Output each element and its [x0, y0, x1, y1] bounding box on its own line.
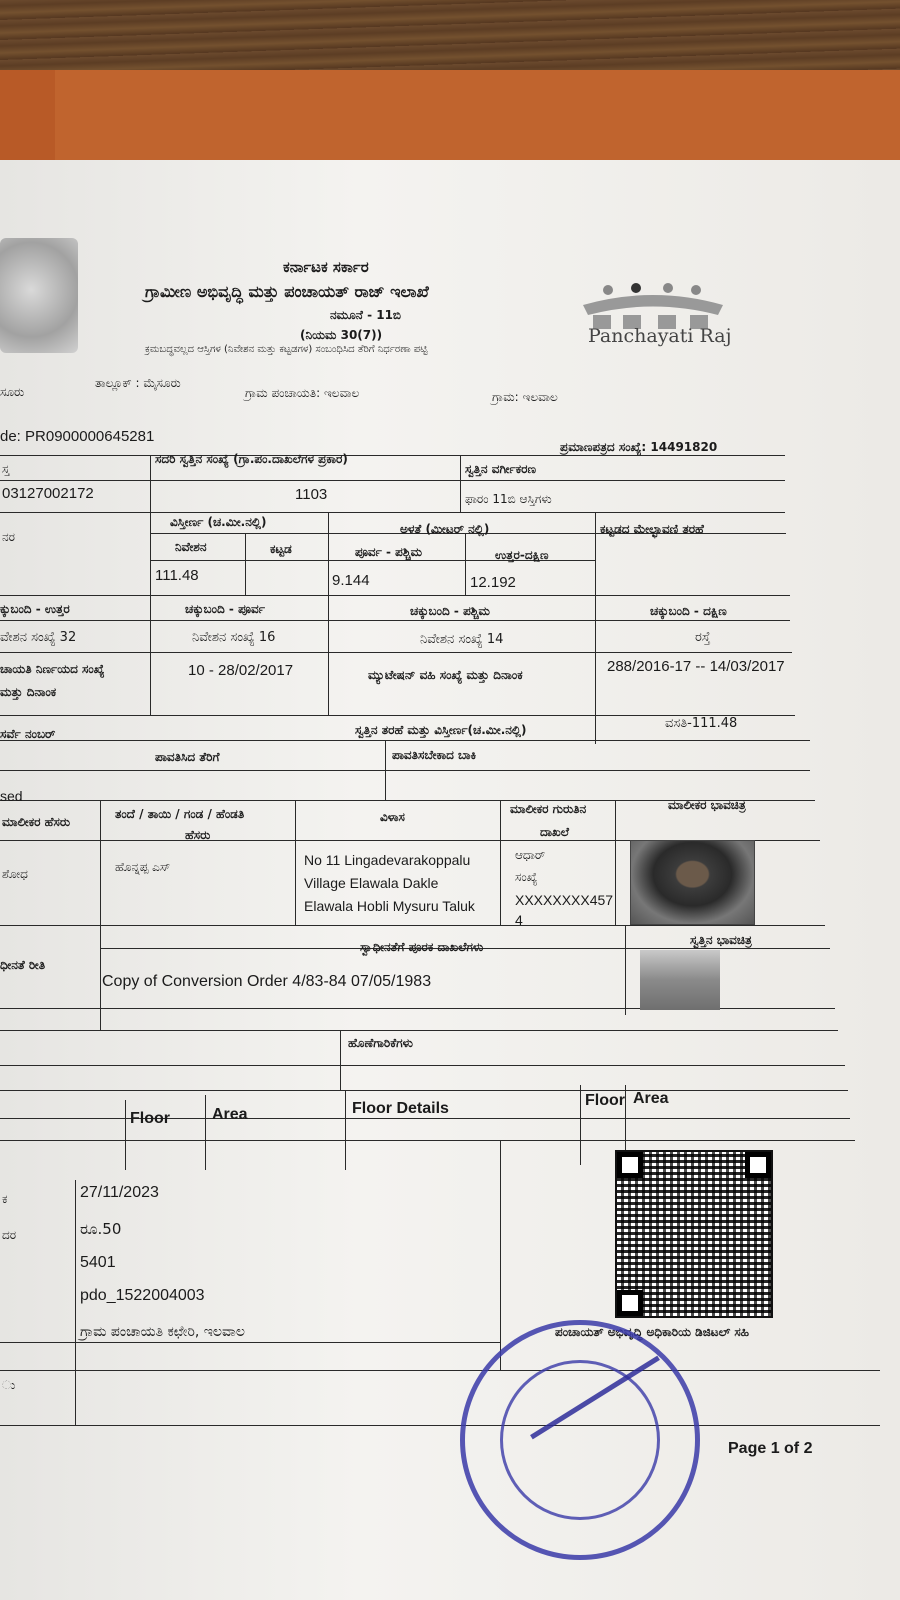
property-type-value: ವಸತಿ-111.48 — [665, 716, 738, 731]
mutation-value: 288/2016-17 -- 14/03/2017 — [607, 658, 785, 675]
code-value: 5401 — [80, 1254, 116, 1271]
label-liabilities: ಹೊಣೆಗಾರಿಕೆಗಳು — [348, 1036, 413, 1050]
form-11b-document — [0, 230, 900, 1600]
label-address: ವಿಳಾಸ — [380, 810, 405, 824]
boundary-north-value: ವೇಶನ ಸಂಖ್ಯೆ 32 — [0, 630, 77, 645]
certificate-number: ಪ್ರಮಾಣಪತ್ರದ ಸಂಖ್ಯೆ: 14491820 — [560, 440, 718, 454]
qr-finder-top-right — [745, 1152, 771, 1178]
label-area: ವಿಸ್ತೀರ್ಣ (ಚ.ಮೀ.ನಲ್ಲಿ) — [170, 515, 267, 529]
label-roof-type: ಕಟ್ಟಡದ ಮೇಲ್ಛಾವಣಿ ತರಹೆ — [600, 522, 704, 536]
rule-number: (ನಿಯಮ 30(7)) — [300, 328, 383, 342]
label-north-south: ಉತ್ತರ-ದಕ್ಷಿಣ — [495, 548, 549, 562]
footer-label-2: ದರ — [2, 1228, 17, 1242]
label-ownership-docs: ಸ್ವಾಧೀನತೆಗೆ ಪೂರಕ ದಾಖಲೆಗಳು — [360, 940, 484, 954]
form-subtitle: ಕ್ರಮಬದ್ಧವಲ್ಲದ ಆಸ್ತಿಗಳ (ನಿವೇಶನ ಮತ್ತು ಕಟ್ಟಡಗಳ) ಸಂಬಂಧಿಸಿದ ತೆರಿಗೆ ನಿರ್ಧರಣಾ ಪಟ್ಟಿ — [145, 344, 428, 355]
page-number: Page 1 of 2 — [728, 1440, 813, 1457]
issue-date: 27/11/2023 — [80, 1184, 159, 1201]
label-boundary-east: ಚಕ್ಕುಬಂದಿ - ಪೂರ್ವ — [185, 602, 265, 616]
label-classification: ಸ್ವತ್ತಿನ ವರ್ಗೀಕರಣ — [465, 462, 536, 476]
label-tax-due: ಪಾವತಿಸಬೇಕಾದ ಬಾಕಿ — [392, 748, 477, 762]
label-tax-paid: ಪಾವತಿಸಿದ ತೆರಿಗೆ — [155, 750, 220, 764]
karnataka-emblem-icon — [0, 238, 78, 353]
boundary-east-value: ನಿವೇಶನ ಸಂಖ್ಯೆ 16 — [192, 630, 276, 645]
label-property-type: ಸ್ವತ್ತಿನ ತರಹೆ ಮತ್ತು ವಿಸ್ತೀರ್ಣ(ಚ.ಮೀ.ನಲ್ಲಿ) — [355, 723, 527, 737]
area-header: Area — [212, 1106, 248, 1123]
floor-details-header: Floor Details — [352, 1100, 449, 1117]
footer-label-1: ಕ — [2, 1192, 8, 1206]
fee-value: ರೂ.50 — [80, 1220, 122, 1238]
label-mutation: ಮ್ಯುಟೇಷನ್ ವಹಿ ಸಂಖ್ಯೆ ಮತ್ತು ದಿನಾಂಕ — [368, 668, 523, 682]
floor-header: Floor — [130, 1110, 170, 1127]
label-measurement: ಅಳತೆ (ಮೀಟರ್ ನಲ್ಲಿ) — [400, 522, 490, 536]
label-parent-name: ತಂದೆ / ತಾಯಿ / ಗಂಡ / ಹೆಂಡತಿ — [115, 807, 245, 821]
label-survey-number: ಸರ್ವೆ ನಂಬರ್ — [0, 727, 56, 741]
label-boundary-north: ಕ್ಕುಬಂದಿ - ಉತ್ತರ — [0, 602, 70, 616]
label-boundary-south: ಚಕ್ಕುಬಂದಿ - ದಕ್ಷಿಣ — [650, 604, 727, 618]
pdo-id: pdo_1522004003 — [80, 1287, 205, 1304]
district-label: ಸೂರು — [0, 385, 25, 399]
label-owner-photo: ಮಾಲೀಕರ ಭಾವಚಿತ್ರ — [668, 798, 746, 812]
parent-name-value: ಹೊನ್ನಪ್ಪ ಎಸ್ — [115, 860, 171, 874]
label-parent-name-2: ಹೆಸರು — [185, 828, 211, 842]
resolution-value: 10 - 28/02/2017 — [188, 662, 294, 679]
office-name: ಗ್ರಾಮ ಪಂಚಾಯತಿ ಕಛೇರಿ, ಇಲವಾಲ — [80, 1324, 245, 1340]
label-property-photo: ಸ್ವತ್ತಿನ ಭಾವಚಿತ್ರ — [690, 933, 752, 947]
property-photo — [640, 950, 720, 1010]
north-south-value: 12.192 — [470, 574, 516, 591]
label-owner-name: ಮಾಲೀಕರ ಹೆಸರು — [2, 815, 71, 829]
id-number-label: ಸಂಖ್ಯೆ — [515, 870, 538, 884]
boundary-south-value: ರಸ್ತೆ — [695, 630, 711, 645]
classification-value: ಫಾರಂ 11ಬಿ ಆಸ್ತಿಗಳು — [465, 492, 552, 506]
qr-code — [615, 1150, 773, 1318]
owner-photo — [630, 840, 755, 925]
label-site: ನಿವೇಶನ — [175, 540, 207, 554]
label-owner-id: ಮಾಲೀಕರ ಗುರುತಿನ — [510, 802, 587, 816]
govt-title: ಕರ್ನಾಟಕ ಸರ್ಕಾರ — [283, 258, 369, 276]
form-number: ನಮೂನೆ - 11ಬಿ — [330, 308, 401, 322]
label-id: ಸ್ತ — [2, 462, 10, 476]
label-owner-id-2: ದಾಖಲೆ — [540, 825, 569, 839]
address-line-1: No 11 Lingadevarakoppalu — [304, 852, 471, 868]
label-left-partial: ನರ — [2, 530, 16, 544]
address-line-3: Elawala Hobli Mysuru Taluk — [304, 898, 475, 914]
village-label: ಗ್ರಾಮ: ಇಲವಾಲ — [492, 390, 558, 404]
label-east-west: ಪೂರ್ವ - ಪಶ್ಚಿಮ — [355, 545, 423, 559]
department-title: ಗ್ರಾಮೀಣ ಅಭಿವೃದ್ಧಿ ಮತ್ತು ಪಂಚಾಯತ್ ರಾಜ್ ಇಲಾಖೆ — [145, 282, 429, 301]
owner-name-value: ಶೋಧ — [2, 867, 28, 881]
property-id-value: 03127002172 — [2, 485, 94, 502]
area-header-2: Area — [633, 1090, 669, 1107]
gp-label: ಗ್ರಾಮ ಪಂಚಾಯತಿ: ಇಲವಾಲ — [245, 386, 360, 400]
boundary-west-value: ನಿವೇಶನ ಸಂಖ್ಯೆ 14 — [420, 632, 504, 647]
tax-partial-label: sed — [0, 788, 23, 804]
property-number-value: 1103 — [295, 486, 328, 503]
ownership-doc-value: Copy of Conversion Order 4/83-84 07/05/1983 — [102, 973, 432, 990]
floor-header-2: Floor — [585, 1092, 625, 1109]
taluk-label: ತಾಲ್ಲೂಕ್ : ಮೈಸೂರು — [95, 376, 181, 390]
address-line-2: Village Elawala Dakle — [304, 875, 439, 891]
site-area-value: 111.48 — [155, 567, 199, 584]
label-resolution: ಚಾಯತಿ ನಿರ್ಣಯದ ಸಂಖ್ಯೆ — [0, 662, 105, 676]
panchayat-stamp-inner — [500, 1360, 660, 1520]
label-resolution-date: ಮತ್ತು ದಿನಾಂಕ — [0, 685, 57, 699]
id-number-value-2: 4 — [515, 912, 523, 928]
qr-finder-bottom-left — [617, 1290, 643, 1316]
label-building: ಕಟ್ಟಡ — [270, 542, 292, 556]
digital-signature-label: ಪಂಚಾಯತ್ ಅಭಿವೃದ್ಧಿ ಅಧಿಕಾರಿಯ ಡಿಜಿಟಲ್ ಸಹಿ — [555, 1325, 750, 1339]
label-ownership-type: ಧೀನತೆ ರೀತಿ — [0, 958, 46, 972]
qr-finder-top-left — [617, 1152, 643, 1178]
property-code: de: PR0900000645281 — [0, 428, 155, 445]
panchayati-raj-text: Panchayati Raj — [588, 325, 732, 347]
footer-label-3: ು — [2, 1378, 16, 1392]
id-type-label: ಆಧಾರ್ — [515, 848, 546, 862]
label-boundary-west: ಚಕ್ಕುಬಂದಿ - ಪಶ್ಚಿಮ — [410, 604, 490, 618]
label-property-number: ಸದರಿ ಸ್ವತ್ತಿನ ಸಂಖ್ಯೆ (ಗ್ರಾ.ಪಂ.ದಾಖಲೆಗಳ ಪ್ರಕಾರ) — [155, 452, 348, 466]
id-number-value: XXXXXXXX457 — [515, 892, 614, 908]
east-west-value: 9.144 — [332, 572, 370, 589]
